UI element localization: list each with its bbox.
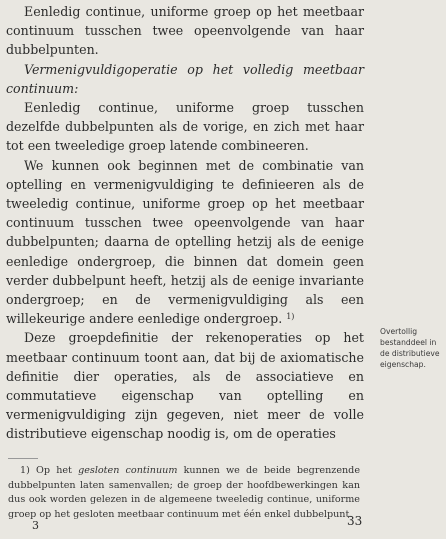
signature-mark: 3 — [32, 519, 39, 532]
paragraph-combination — [6, 156, 364, 329]
section-heading: Vermenigvuldigoperatie op het volledig meetbaar continuum: — [6, 61, 364, 96]
main-text — [6, 2, 364, 444]
footnote-reference[interactable]: 1) — [286, 312, 295, 322]
paragraph-multiplication-definition: Eenledig continue, uniforme groep tusschen dezelfde dubbelpunten als de vorige, en zich met haar tot een tweeledige groep latende combineeren. — [6, 100, 364, 154]
footnote-mark: 1) — [20, 465, 30, 476]
paragraph-addition-definition: Eenledig continue, uniforme groep op het meetbaar continuum tusschen twee opeenvolgende van haar dubbelpunten. — [6, 4, 364, 58]
paragraph-group-definition: Deze groepdefinitie der rekenoperaties op het meetbaar continuum toont aan, dat bij de axiomatische definitie dier operaties, als de associatieve en commutatieve eigenschap van optelling en vermenigvuldiging zijn gegeven, niet meer de volle distributieve eigenschap noodig is, om de operaties — [6, 330, 364, 442]
footnote-text-after: kunnen we de beide begrenzende dubbelpunten laten samenvallen; de groep der hoofdbewerkingen kan dus ook worden gelezen in de algemeene tweeledig continue, uniforme groep op het gesloten meetbaar continuum met één enkel dubbelpunt. — [8, 465, 360, 520]
margin-note: Overtollig bestanddeel in de distributieve eigenschap. — [380, 327, 440, 369]
paragraph-combination-text: We kunnen ook beginnen met de combinatie van optelling en vermenigvuldiging te definieeren als de tweeledig continue, uniforme groep op het meetbaar continuum tusschen twee opeenvolgende van haar dubbelpunten; daarna de optelling hetzij als de eenige eenledige ondergroep, die binnen dat domein geen verder dubbelpunt heeft, hetzij als de eenige invariante ondergroep; en de vermenigvuldiging als een willekeurige andere eenledige ondergroep. — [6, 157, 364, 327]
footnote — [8, 464, 360, 522]
footnote-separator — [8, 458, 38, 459]
page-number: 33 — [347, 514, 363, 528]
footnote-italic-term: gesloten continuum — [78, 465, 178, 476]
footnote-text-before: Op het — [36, 465, 72, 476]
